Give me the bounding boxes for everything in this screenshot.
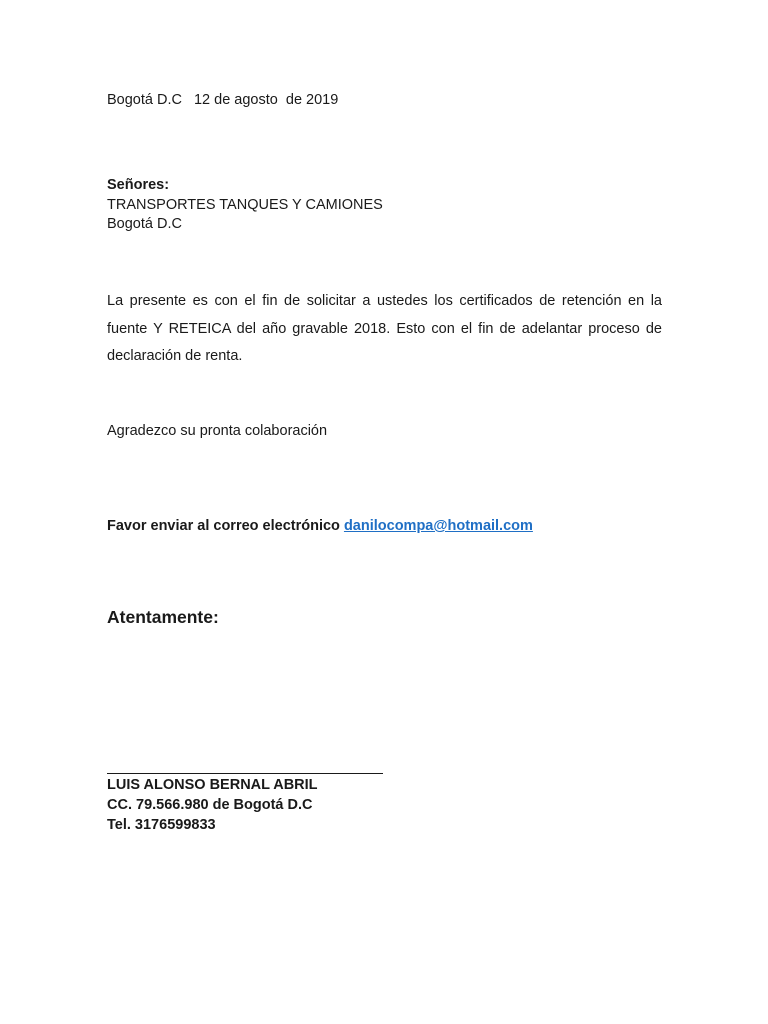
signer-phone: Tel. 3176599833	[107, 817, 216, 833]
letter-date: 12 de agosto de 2019	[193, 92, 339, 108]
email-request-text: Favor enviar al correo electrónico	[107, 518, 340, 534]
signer-name: LUIS ALONSO BERNAL ABRIL	[107, 777, 318, 793]
date-line	[107, 90, 338, 110]
email-link[interactable]: danilocompa@hotmail.com	[343, 518, 533, 534]
thanks-line: Agradezco su pronta colaboración	[107, 423, 328, 439]
email-request-line	[107, 516, 533, 536]
recipient-name: TRANSPORTES TANQUES Y CAMIONES	[107, 197, 383, 213]
signer-id: CC. 79.566.980 de Bogotá D.C	[107, 797, 313, 813]
body-paragraph: La presente es con el fin de solicitar a ustedes los certificados de retención en la fuente Y RETEICA del año gravable 2018. Esto con el fin de adelantar proceso de declaración de renta.	[107, 293, 662, 364]
recipient-city: Bogotá D.C	[107, 216, 182, 232]
letter-place: Bogotá D.C	[107, 92, 182, 108]
closing: Atentamente:	[107, 607, 219, 627]
signature-line	[107, 773, 383, 774]
salutation: Señores:	[107, 177, 170, 193]
